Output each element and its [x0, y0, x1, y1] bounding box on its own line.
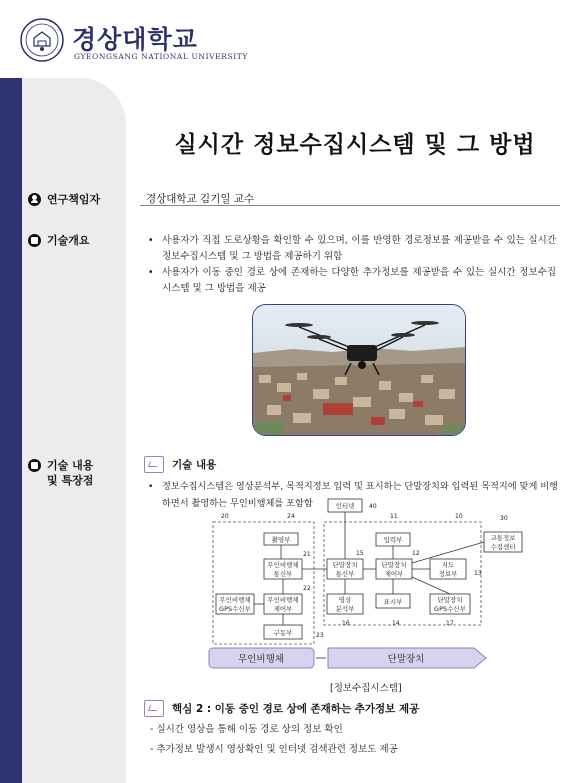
- ref-number: 16: [342, 620, 350, 627]
- core-heading: 핵심 2 : 이동 중인 경로 상에 존재하는 추가정보 제공: [144, 700, 419, 717]
- diagram-label: 구동부: [273, 629, 293, 637]
- diagram-label: 분석부: [335, 605, 355, 613]
- list-item: • 사용자가 직접 도로상황을 확인할 수 있으며, 이를 반영한 경로정보를 제공받을 수 있는 실시간 정보수집시스템 및 그 방법을 제공하기 위함: [148, 235, 556, 262]
- diagram-label: 무인비행체: [219, 596, 251, 604]
- page-title: 실시간 정보수집시스템 및 그 방법: [174, 132, 536, 158]
- diagram-label: 촬영부: [271, 536, 291, 544]
- diagram-label: 정보부: [438, 570, 458, 578]
- university-name-kr: 경상대학교: [72, 25, 198, 54]
- core-list: [150, 720, 398, 760]
- tech-heading: 기술 내용: [144, 456, 216, 473]
- drone-photo: [252, 304, 466, 436]
- diagram-label: 통신부: [273, 570, 293, 578]
- drone-city-image: [253, 305, 465, 435]
- person-icon: [28, 193, 41, 206]
- left-label-panel: [22, 78, 126, 783]
- diagram-label: GPS수신부: [434, 605, 466, 613]
- list-item: - 실시간 영상을 통해 이동 경로 상의 정보 확인: [150, 724, 343, 735]
- square-bullet-icon: [28, 234, 41, 247]
- diagram-label: 무인비행체: [267, 596, 299, 604]
- section-label-detail: 기술 내용 및 특장점: [28, 458, 93, 488]
- left-sidebar-bar: [0, 78, 22, 783]
- divider: [140, 205, 560, 206]
- page-header: [0, 0, 588, 78]
- diagram-label: 단말장치: [332, 561, 358, 569]
- overview-bullet-list: [146, 233, 556, 297]
- diagram-label: 제어부: [273, 605, 293, 613]
- diagram-label: 무인비행체: [267, 561, 299, 569]
- edit-note-icon: [144, 700, 164, 717]
- diagram-label: GPS수신부: [219, 605, 251, 613]
- ref-number: 14: [392, 620, 400, 627]
- diagram-label: 수집센터: [490, 543, 516, 551]
- ref-number: 11: [390, 513, 398, 520]
- ref-number: 20: [221, 513, 229, 520]
- diagram-label: 통신부: [335, 570, 355, 578]
- diagram-label: 교통정보: [490, 534, 516, 542]
- square-bullet-icon: [28, 459, 41, 472]
- ref-number: 17: [446, 620, 454, 627]
- university-seal-icon: [20, 18, 64, 62]
- ref-number: 24: [287, 513, 295, 520]
- ref-number: 23: [316, 632, 324, 639]
- ref-number: 10: [455, 513, 463, 520]
- ref-number: 40: [369, 503, 377, 510]
- system-block-diagram: [206, 497, 536, 673]
- list-item: - 추가정보 발생시 영상확인 및 인터넷 검색관련 정보도 제공: [150, 744, 398, 755]
- uav-group-label: 무인비행체: [238, 654, 284, 665]
- diagram-label: 단말장치: [381, 561, 407, 569]
- terminal-group-label: 단말장치: [387, 654, 425, 665]
- diagram-label: 지도: [441, 561, 455, 569]
- list-item: • 사용자가 이동 중인 경로 상에 존재하는 다양한 추가정보를 제공받을 수 있는 실시간 정보수집시스템 및 그 방법을 제공: [148, 267, 556, 294]
- ref-number: 30: [500, 515, 508, 522]
- university-name-en: GYEONGSANG NATIONAL UNIVERSITY: [74, 52, 248, 61]
- edit-note-icon: [144, 456, 164, 473]
- tech-description: • 정보수집시스템은 영상분석부, 목적지정보 입력 및 표시하는 단말장치와 입력된 목적지에 맞게 비행하면서 촬영하는 무인비행체를 포함함: [148, 481, 559, 509]
- researcher-name: 경상대학교 김기일 교수: [146, 193, 255, 205]
- diagram-label: 인터넷: [335, 502, 355, 510]
- ref-number: 21: [303, 551, 311, 558]
- ref-number: 22: [303, 585, 311, 592]
- diagram-label: 영상: [338, 596, 352, 604]
- diagram-label: 입력부: [383, 536, 403, 544]
- section-label-overview: 기술개요: [28, 233, 90, 248]
- ref-number: 12: [412, 550, 420, 557]
- diagram-label: 제어부: [384, 570, 404, 578]
- figure-caption: [정보수집시스템]: [330, 683, 402, 694]
- ref-number: 15: [356, 550, 364, 557]
- diagram-label: 단말장치: [437, 596, 463, 604]
- ref-number: 13: [474, 570, 482, 577]
- diagram-label: 표시부: [383, 598, 403, 606]
- section-label-researcher: 연구책임자: [28, 192, 100, 207]
